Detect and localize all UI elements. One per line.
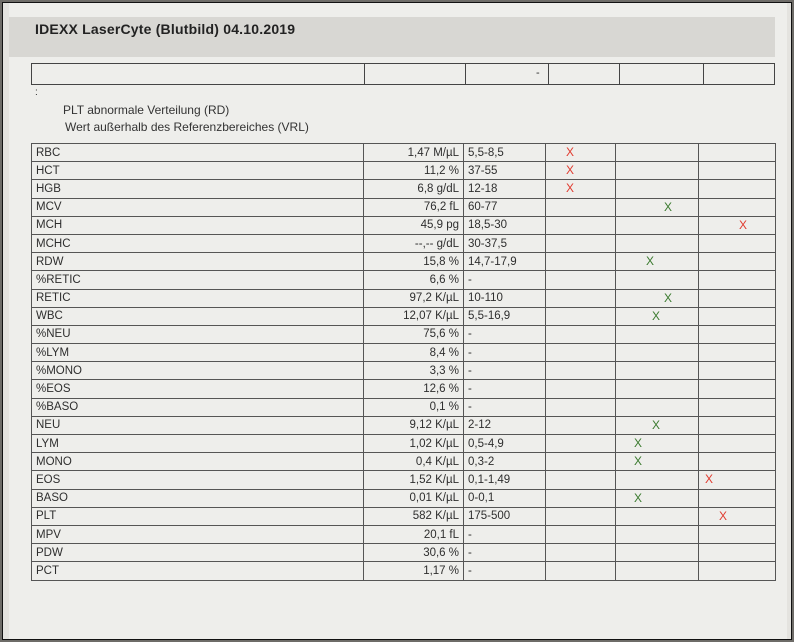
lab-report-sheet (9, 3, 787, 640)
reference-range: - (464, 362, 546, 380)
above-range-cell (699, 180, 776, 198)
parameter-name: BASO (32, 489, 364, 507)
in-range-cell (616, 325, 699, 343)
in-range-mark: X (664, 290, 673, 305)
table-row (32, 234, 776, 252)
reference-range: 10-110 (464, 289, 546, 307)
below-range-cell (546, 525, 616, 543)
parameter-name: NEU (32, 416, 364, 434)
header-cell (32, 64, 365, 84)
parameter-value: 45,9 pg (364, 216, 464, 234)
parameter-value: 0,4 K/µL (364, 453, 464, 471)
table-row (32, 453, 776, 471)
in-range-cell (616, 380, 699, 398)
below-range-cell (546, 435, 616, 453)
reference-range: 0,3-2 (464, 453, 546, 471)
reference-range: 60-77 (464, 198, 546, 216)
below-range-cell (546, 307, 616, 325)
reference-range: 18,5-30 (464, 216, 546, 234)
above-range-cell (699, 344, 776, 362)
table-row (32, 398, 776, 416)
reference-range: 5,5-8,5 (464, 144, 546, 162)
reference-range: 2-12 (464, 416, 546, 434)
parameter-name: %MONO (32, 362, 364, 380)
table-row (32, 544, 776, 562)
above-range-cell (699, 289, 776, 307)
below-range-cell (546, 234, 616, 252)
in-range-cell (616, 562, 699, 580)
parameter-value: 8,4 % (364, 344, 464, 362)
table-row (32, 562, 776, 580)
header-cell (549, 64, 620, 84)
reference-range: - (464, 525, 546, 543)
above-range-cell (699, 271, 776, 289)
below-range-cell (546, 144, 616, 162)
reference-range: 30-37,5 (464, 234, 546, 252)
reference-range: 5,5-16,9 (464, 307, 546, 325)
in-range-mark: X (652, 308, 661, 323)
table-row (32, 271, 776, 289)
parameter-name: MONO (32, 453, 364, 471)
parameter-value: 6,8 g/dL (364, 180, 464, 198)
above-range-cell (699, 144, 776, 162)
table-row (32, 416, 776, 434)
table-row (32, 289, 776, 307)
below-range-cell (546, 289, 616, 307)
parameter-value: 1,02 K/µL (364, 435, 464, 453)
parameter-name: WBC (32, 307, 364, 325)
below-range-cell (546, 253, 616, 271)
in-range-cell (616, 453, 699, 471)
parameter-value: 0,1 % (364, 398, 464, 416)
below-range-cell (546, 362, 616, 380)
parameter-name: RDW (32, 253, 364, 271)
table-row (32, 489, 776, 507)
reference-range: 12-18 (464, 180, 546, 198)
in-range-mark: X (646, 254, 655, 269)
parameter-value: 11,2 % (364, 162, 464, 180)
reference-range: - (464, 325, 546, 343)
table-row (32, 380, 776, 398)
out-of-range-mark: X (566, 181, 575, 196)
above-range-cell (699, 507, 776, 525)
below-range-cell (546, 416, 616, 434)
legend-vrl: Wert außerhalb des Referenzbereiches (VRL) (65, 120, 309, 134)
header-row (31, 63, 775, 85)
in-range-cell (616, 525, 699, 543)
parameter-name: %LYM (32, 344, 364, 362)
legend-rd: PLT abnormale Verteilung (RD) (63, 103, 230, 117)
in-range-cell (616, 180, 699, 198)
below-range-cell (546, 489, 616, 507)
parameter-name: HCT (32, 162, 364, 180)
table-row (32, 144, 776, 162)
in-range-cell (616, 344, 699, 362)
parameter-name: HGB (32, 180, 364, 198)
parameter-value: 12,07 K/µL (364, 307, 464, 325)
in-range-cell (616, 144, 699, 162)
table-row (32, 525, 776, 543)
above-range-cell (699, 435, 776, 453)
parameter-value: 3,3 % (364, 362, 464, 380)
in-range-cell (616, 307, 699, 325)
table-row (32, 471, 776, 489)
in-range-cell (616, 507, 699, 525)
below-range-cell (546, 216, 616, 234)
out-of-range-mark: X (719, 508, 728, 523)
in-range-mark: X (634, 436, 643, 450)
table-row (32, 253, 776, 271)
parameter-name: %NEU (32, 325, 364, 343)
header-cell (620, 64, 704, 84)
parameter-name: LYM (32, 435, 364, 453)
reference-range: 37-55 (464, 162, 546, 180)
parameter-value: 9,12 K/µL (364, 416, 464, 434)
in-range-cell (616, 216, 699, 234)
in-range-cell (616, 544, 699, 562)
header-cell (365, 64, 466, 84)
reference-range: 0-0,1 (464, 489, 546, 507)
below-range-cell (546, 507, 616, 525)
reference-range: - (464, 271, 546, 289)
above-range-cell (699, 544, 776, 562)
above-range-cell (699, 525, 776, 543)
above-range-cell (699, 216, 776, 234)
parameter-name: PLT (32, 507, 364, 525)
parameter-value: 6,6 % (364, 271, 464, 289)
below-range-cell (546, 344, 616, 362)
table-row (32, 344, 776, 362)
parameter-name: %BASO (32, 398, 364, 416)
above-range-cell (699, 198, 776, 216)
table-row (32, 362, 776, 380)
parameter-name: MPV (32, 525, 364, 543)
in-range-cell (616, 489, 699, 507)
table-row (32, 325, 776, 343)
below-range-cell (546, 180, 616, 198)
above-range-cell (699, 307, 776, 325)
below-range-cell (546, 271, 616, 289)
reference-range: - (464, 344, 546, 362)
in-range-cell (616, 162, 699, 180)
colon-mark: : (35, 87, 38, 98)
reference-range: - (464, 398, 546, 416)
in-range-cell (616, 253, 699, 271)
report-title: IDEXX LaserCyte (Blutbild) 04.10.2019 (35, 21, 296, 37)
reference-range: 175-500 (464, 507, 546, 525)
below-range-cell (546, 162, 616, 180)
blood-count-table (31, 143, 776, 581)
reference-range: 0,5-4,9 (464, 435, 546, 453)
in-range-mark: X (652, 417, 661, 432)
in-range-mark: X (634, 490, 643, 505)
above-range-cell (699, 234, 776, 252)
in-range-cell (616, 289, 699, 307)
parameter-value: 97,2 K/µL (364, 289, 464, 307)
table-row (32, 162, 776, 180)
above-range-cell (699, 362, 776, 380)
out-of-range-mark: X (705, 472, 714, 487)
parameter-value: 0,01 K/µL (364, 489, 464, 507)
parameter-name: EOS (32, 471, 364, 489)
parameter-value: 76,2 fL (364, 198, 464, 216)
below-range-cell (546, 453, 616, 471)
reference-range: - (464, 544, 546, 562)
above-range-cell (699, 380, 776, 398)
parameter-name: MCH (32, 216, 364, 234)
table-row (32, 216, 776, 234)
reference-range: - (464, 380, 546, 398)
above-range-cell (699, 453, 776, 471)
table-row (32, 198, 776, 216)
below-range-cell (546, 380, 616, 398)
reference-range: 0,1-1,49 (464, 471, 546, 489)
below-range-cell (546, 198, 616, 216)
in-range-cell (616, 471, 699, 489)
above-range-cell (699, 162, 776, 180)
parameter-name: MCHC (32, 234, 364, 252)
out-of-range-mark: X (566, 145, 575, 159)
below-range-cell (546, 325, 616, 343)
parameter-value: 582 K/µL (364, 507, 464, 525)
parameter-name: RETIC (32, 289, 364, 307)
in-range-cell (616, 435, 699, 453)
header-dash: - (536, 67, 540, 79)
in-range-mark: X (664, 199, 673, 214)
photo-frame (2, 2, 792, 640)
in-range-cell (616, 398, 699, 416)
parameter-value: 30,6 % (364, 544, 464, 562)
parameter-name: PCT (32, 562, 364, 580)
out-of-range-mark: X (566, 163, 575, 178)
above-range-cell (699, 562, 776, 580)
above-range-cell (699, 416, 776, 434)
table-row (32, 307, 776, 325)
above-range-cell (699, 489, 776, 507)
above-range-cell (699, 398, 776, 416)
above-range-cell (699, 325, 776, 343)
below-range-cell (546, 562, 616, 580)
parameter-value: 20,1 fL (364, 525, 464, 543)
reference-range: - (464, 562, 546, 580)
in-range-cell (616, 362, 699, 380)
in-range-mark: X (634, 454, 643, 469)
table-row (32, 180, 776, 198)
table-row (32, 507, 776, 525)
below-range-cell (546, 544, 616, 562)
parameter-name: %RETIC (32, 271, 364, 289)
in-range-cell (616, 271, 699, 289)
parameter-value: 1,17 % (364, 562, 464, 580)
above-range-cell (699, 471, 776, 489)
table-row (32, 435, 776, 453)
parameter-name: PDW (32, 544, 364, 562)
in-range-cell (616, 198, 699, 216)
parameter-value: 75,6 % (364, 325, 464, 343)
parameter-value: 15,8 % (364, 253, 464, 271)
below-range-cell (546, 398, 616, 416)
parameter-value: 1,47 M/µL (364, 144, 464, 162)
parameter-value: 12,6 % (364, 380, 464, 398)
in-range-cell (616, 416, 699, 434)
parameter-name: %EOS (32, 380, 364, 398)
parameter-name: RBC (32, 144, 364, 162)
out-of-range-mark: X (739, 217, 748, 232)
parameter-value: --,-- g/dL (364, 234, 464, 252)
parameter-value: 1,52 K/µL (364, 471, 464, 489)
above-range-cell (699, 253, 776, 271)
in-range-cell (616, 234, 699, 252)
parameter-name: MCV (32, 198, 364, 216)
reference-range: 14,7-17,9 (464, 253, 546, 271)
below-range-cell (546, 471, 616, 489)
